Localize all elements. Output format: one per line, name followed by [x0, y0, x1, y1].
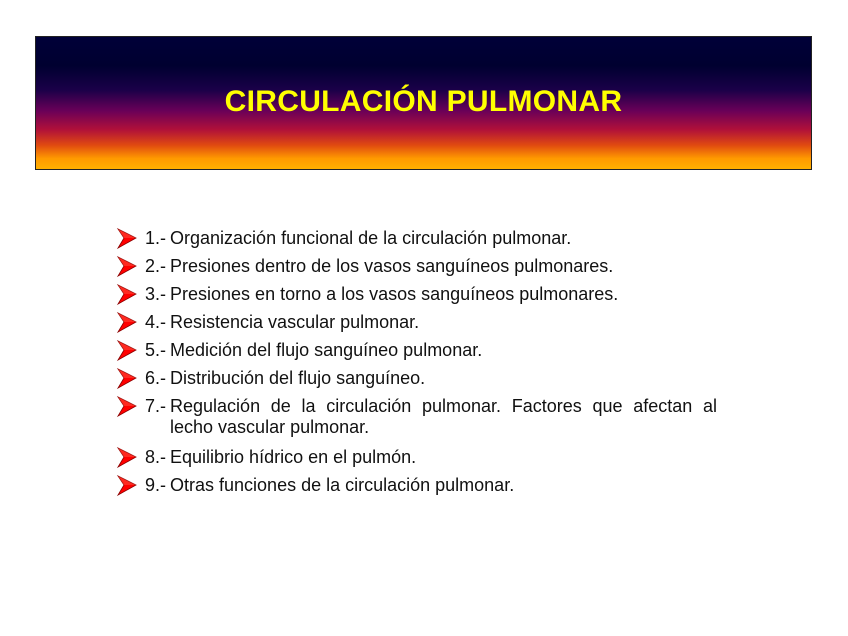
item-text: Organización funcional de la circulación pulmonar.: [170, 228, 572, 248]
item-text: Distribución del flujo sanguíneo.: [170, 368, 426, 388]
item-number: 7.-: [145, 396, 167, 416]
item-text: Equilibrio hídrico en el pulmón.: [170, 447, 417, 467]
item-number: 9.-: [145, 475, 167, 495]
title-banner: [35, 36, 812, 170]
red-arrowhead-icon: [116, 312, 145, 333]
list-item: [116, 475, 717, 496]
red-arrowhead-icon: [116, 475, 145, 496]
red-arrowhead-icon: [116, 447, 145, 468]
red-arrowhead-icon: [116, 340, 145, 361]
list-item: [116, 396, 717, 438]
slide-title: CIRCULACIÓN PULMONAR: [224, 85, 623, 118]
item-number: 2.-: [145, 256, 167, 276]
item-number: 3.-: [145, 284, 167, 304]
item-number: 5.-: [145, 340, 167, 360]
list-item: [116, 256, 717, 277]
red-arrowhead-icon: [116, 284, 145, 305]
list-item: [116, 284, 717, 305]
item-number: 8.-: [145, 447, 167, 467]
topic-list: [116, 228, 717, 503]
red-arrowhead-icon: [116, 368, 145, 389]
item-text: Presiones en torno a los vasos sanguíneos pulmonares.: [170, 284, 619, 304]
red-arrowhead-icon: [116, 228, 145, 249]
item-number: 4.-: [145, 312, 167, 332]
item-text: Resistencia vascular pulmonar.: [170, 312, 420, 332]
list-item: [116, 228, 717, 249]
item-text: Otras funciones de la circulación pulmonar.: [170, 475, 515, 495]
red-arrowhead-icon: [116, 396, 145, 417]
item-text: Regulación de la circulación pulmonar. Factores que afectan al lecho vascular pulmonar.: [170, 396, 717, 437]
list-item: [116, 447, 717, 468]
item-text: Medición del flujo sanguíneo pulmonar.: [170, 340, 483, 360]
list-item: [116, 312, 717, 333]
list-item: [116, 340, 717, 361]
red-arrowhead-icon: [116, 256, 145, 277]
item-number: 1.-: [145, 228, 167, 248]
list-item: [116, 368, 717, 389]
item-number: 6.-: [145, 368, 167, 388]
item-text: Presiones dentro de los vasos sanguíneos pulmonares.: [170, 256, 614, 276]
